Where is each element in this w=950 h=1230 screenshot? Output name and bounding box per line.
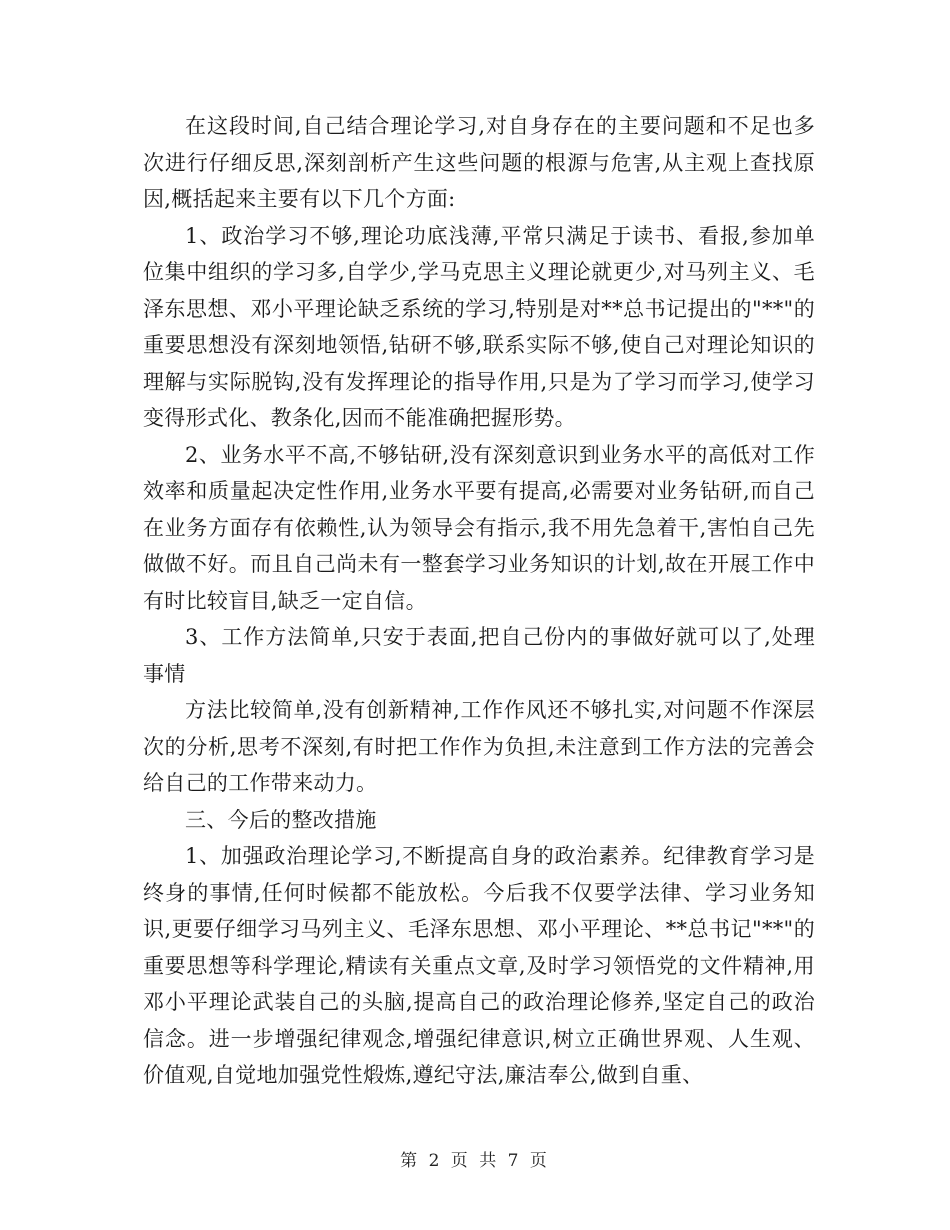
body-text (143, 108, 815, 1094)
paragraph-intro: 在这段时间,自己结合理论学习,对自身存在的主要问题和不足也多次进行仔细反思,深刻剖析产生这些问题的根源与危害,从主观上查找原因,概括起来主要有以下几个方面: (143, 114, 815, 211)
paragraph-point-3-continued: 方法比较简单,没有创新精神,工作作风还不够扎实,对问题不作深层次的分析,思考不深刻,有时把工作作为负担,未注意到工作方法的完善会给自己的工作带来动力。 (143, 698, 815, 795)
paragraph-point-1: 1、政治学习不够,理论功底浅薄,平常只满足于读书、看报,参加单位集中组织的学习多,自学少,学马克思主义理论就更少,对马列主义、毛泽东思想、邓小平理论缺乏系统的学习,特别是对**总书记提出的"**"的重要思想没有深刻地领悟,钻研不够,联系实际不够,使自己对理论知识的理解与实际脱钩,没有发挥理论的指导作用,只是为了学习而学习,使学习变得形式化、教条化,因而不能准确把握形势。 (143, 223, 815, 430)
paragraph-point-3: 3、工作方法简单,只安于表面,把自己份内的事做好就可以了,处理事情 (143, 625, 815, 686)
paragraph-measure-1: 1、加强政治理论学习,不断提高自身的政治素养。纪律教育学习是终身的事情,任何时候都不能放松。今后我不仅要学法律、学习业务知识,更要仔细学习马列主义、毛泽东思想、邓小平理论、**总书记"**"的重要思想等科学理论,精读有关重点文章,及时学习领悟党的文件精神,用邓小平理论武装自己的头脑,提高自己的政治理论修养,坚定自己的政治信念。进一步增强纪律观念,增强纪律意识,树立正确世界观、人生观、价值观,自觉地加强党性煅炼,遵纪守法,廉洁奉公,做到自重、 (143, 844, 815, 1087)
page-number-footer: 第 2 页 共 7 页 (400, 1151, 550, 1171)
section-heading: 三、今后的整改措施 (185, 807, 377, 832)
paragraph-point-2: 2、业务水平不高,不够钻研,没有深刻意识到业务水平的高低对工作效率和质量起决定性作用,业务水平要有提高,必需要对业务钻研,而自己在业务方面存有依赖性,认为领导会有指示,我不用先急着干,害怕自己先做做不好。而且自己尚未有一整套学习业务知识的计划,故在开展工作中有时比较盲目,缺乏一定自信。 (143, 442, 815, 613)
